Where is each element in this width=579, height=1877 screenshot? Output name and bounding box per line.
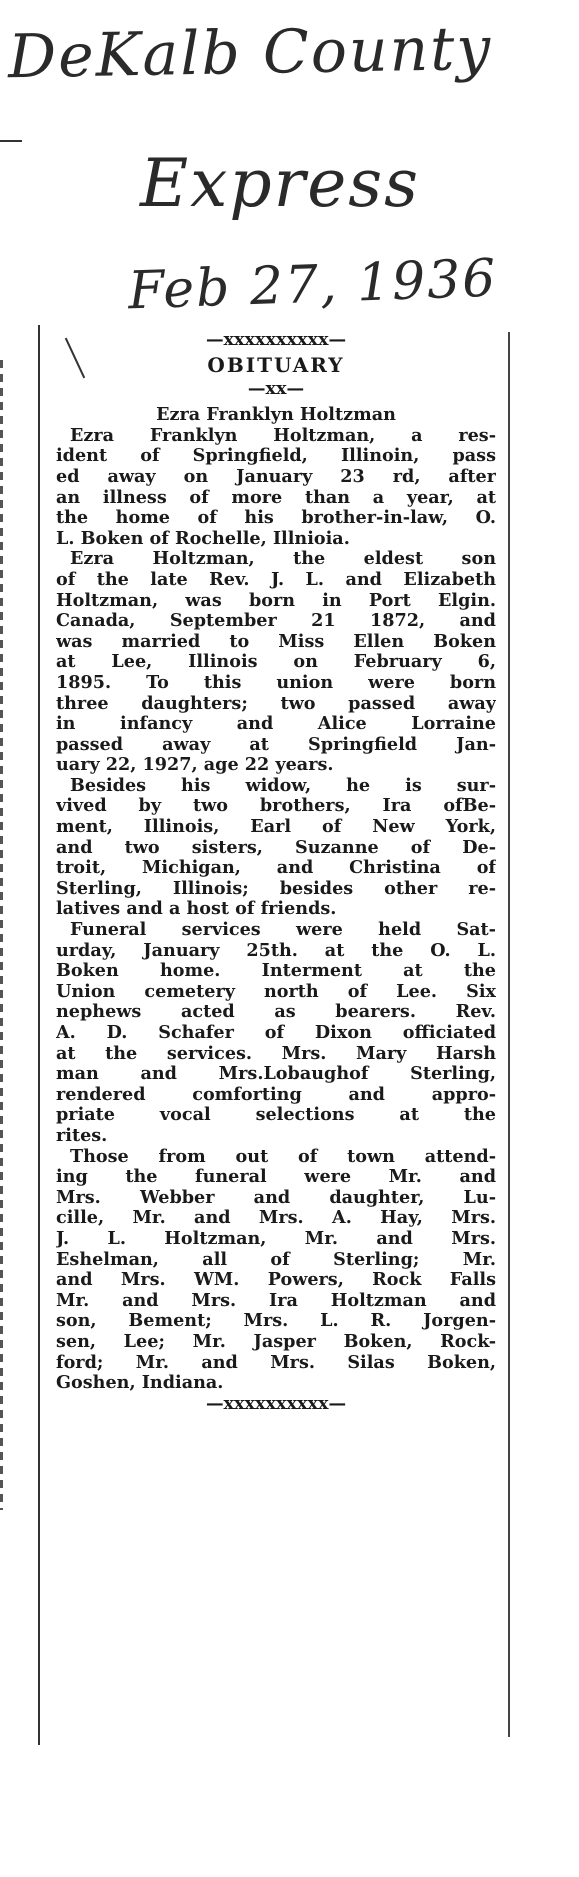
obituary-text-line: 1895. To this union were born xyxy=(56,672,496,693)
handwritten-source-title: DeKalb County xyxy=(7,13,493,93)
obituary-text-line: and Mrs. WM. Powers, Rock Falls xyxy=(56,1270,496,1291)
obituary-text-line: uary 22, 1927, age 22 years. xyxy=(56,755,334,776)
obituary-text-line: vived by two brothers, Ira ofBe- xyxy=(56,796,496,817)
obituary-text-line: Besides his widow, he is sur- xyxy=(70,775,496,796)
obituary-text-line: cille, Mr. and Mrs. A. Hay, Mrs. xyxy=(56,1208,496,1229)
obituary-text-line: the home of his brother-in-law, O. xyxy=(56,508,496,529)
handwritten-source-subtitle: Express xyxy=(140,145,420,222)
obituary-text-line: sen, Lee; Mr. Jasper Boken, Rock- xyxy=(56,1331,496,1352)
obituary-text-line: an illness of more than a year, at xyxy=(56,487,496,508)
obituary-text-line: Boken home. Interment at the xyxy=(56,961,496,982)
obituary-text-line: in infancy and Alice Lorraine xyxy=(56,714,496,735)
obituary-text-line: latives and a host of friends. xyxy=(56,899,337,920)
obituary-text-line: Mrs. Webber and daughter, Lu- xyxy=(56,1187,496,1208)
obituary-text-line: Ezra Franklyn Holtzman, a res- xyxy=(70,425,496,446)
handwritten-dash xyxy=(0,140,22,142)
obituary-text-line: Funeral services were held Sat- xyxy=(70,920,496,941)
obituary-text-line: nephews acted as bearers. Rev. xyxy=(56,1002,496,1023)
obituary-text-line: ment, Illinois, Earl of New York, xyxy=(56,817,496,838)
obituary-text-line: urday, January 25th. at the O. L. xyxy=(56,940,496,961)
obituary-text-line: ident of Springfield, Illinoin, pass xyxy=(56,446,496,467)
divider-top: —xxxxxxxxxx— xyxy=(205,330,347,350)
obituary-text-line: rendered comforting and appro- xyxy=(56,1084,496,1105)
scan-edge-mark xyxy=(0,360,3,1510)
obituary-text-line: priate vocal selections at the xyxy=(56,1105,496,1126)
divider-mid: —xx— xyxy=(247,378,305,399)
obituary-text-line: A. D. Schafer of Dixon officiated xyxy=(56,1023,496,1043)
column-rule xyxy=(508,332,510,1737)
obituary-text-line: Mr. and Mrs. Ira Holtzman and xyxy=(56,1290,496,1311)
obituary-text-line: L. Boken of Rochelle, Illnioia. xyxy=(56,528,350,549)
obituary-text-line: Goshen, Indiana. xyxy=(56,1373,224,1394)
obituary-text-line: was married to Miss Ellen Boken xyxy=(56,631,496,652)
obituary-text-line: Holtzman, was born in Port Elgin. xyxy=(56,590,496,611)
obituary-text-line: at the services. Mrs. Mary Harsh xyxy=(56,1043,496,1064)
obituary-text-line: and two sisters, Suzanne of De- xyxy=(56,837,496,858)
obituary-text-line: at Lee, Illinois on February 6, xyxy=(56,652,496,673)
obituary-text-line: Canada, September 21 1872, and xyxy=(56,611,496,632)
obituary-text-line: son, Bement; Mrs. L. R. Jorgen- xyxy=(56,1311,496,1332)
obituary-heading: OBITUARY xyxy=(207,352,345,377)
obituary-column xyxy=(56,330,496,1414)
obituary-text-line: passed away at Springfield Jan- xyxy=(56,734,496,755)
obituary-text-line: three daughters; two passed away xyxy=(56,693,496,714)
obituary-text-line: J. L. Holtzman, Mr. and Mrs. xyxy=(56,1228,496,1249)
obituary-text-line: Eshelman, all of Sterling; Mr. xyxy=(56,1249,496,1270)
obituary-text-line: of the late Rev. J. L. and Elizabeth xyxy=(56,569,496,590)
handwritten-date: Feb 27, 1936 xyxy=(127,248,499,322)
deceased-name: Ezra Franklyn Holtzman xyxy=(156,405,396,426)
obituary-text-line: ed away on January 23 rd, after xyxy=(56,466,496,487)
obituary-text-line: Ezra Holtzman, the eldest son xyxy=(70,549,496,570)
obituary-text-line: Union cemetery north of Lee. Six xyxy=(56,981,496,1002)
obituary-text-line: Sterling, Illinois; besides other re- xyxy=(56,878,496,899)
obituary-text-line: Those from out of town attend- xyxy=(70,1146,496,1167)
obituary-body xyxy=(56,426,496,1394)
divider-bottom: —xxxxxxxxxx— xyxy=(205,1393,347,1414)
obituary-text-line: rites. xyxy=(56,1125,108,1146)
obituary-text-line: man and Mrs.Lobaughof Sterling, xyxy=(56,1064,496,1085)
obituary-text-line: ing the funeral were Mr. and xyxy=(56,1167,496,1188)
obituary-text-line: ford; Mr. and Mrs. Silas Boken, xyxy=(56,1352,496,1373)
obituary-text-line: troit, Michigan, and Christina of xyxy=(56,858,496,879)
